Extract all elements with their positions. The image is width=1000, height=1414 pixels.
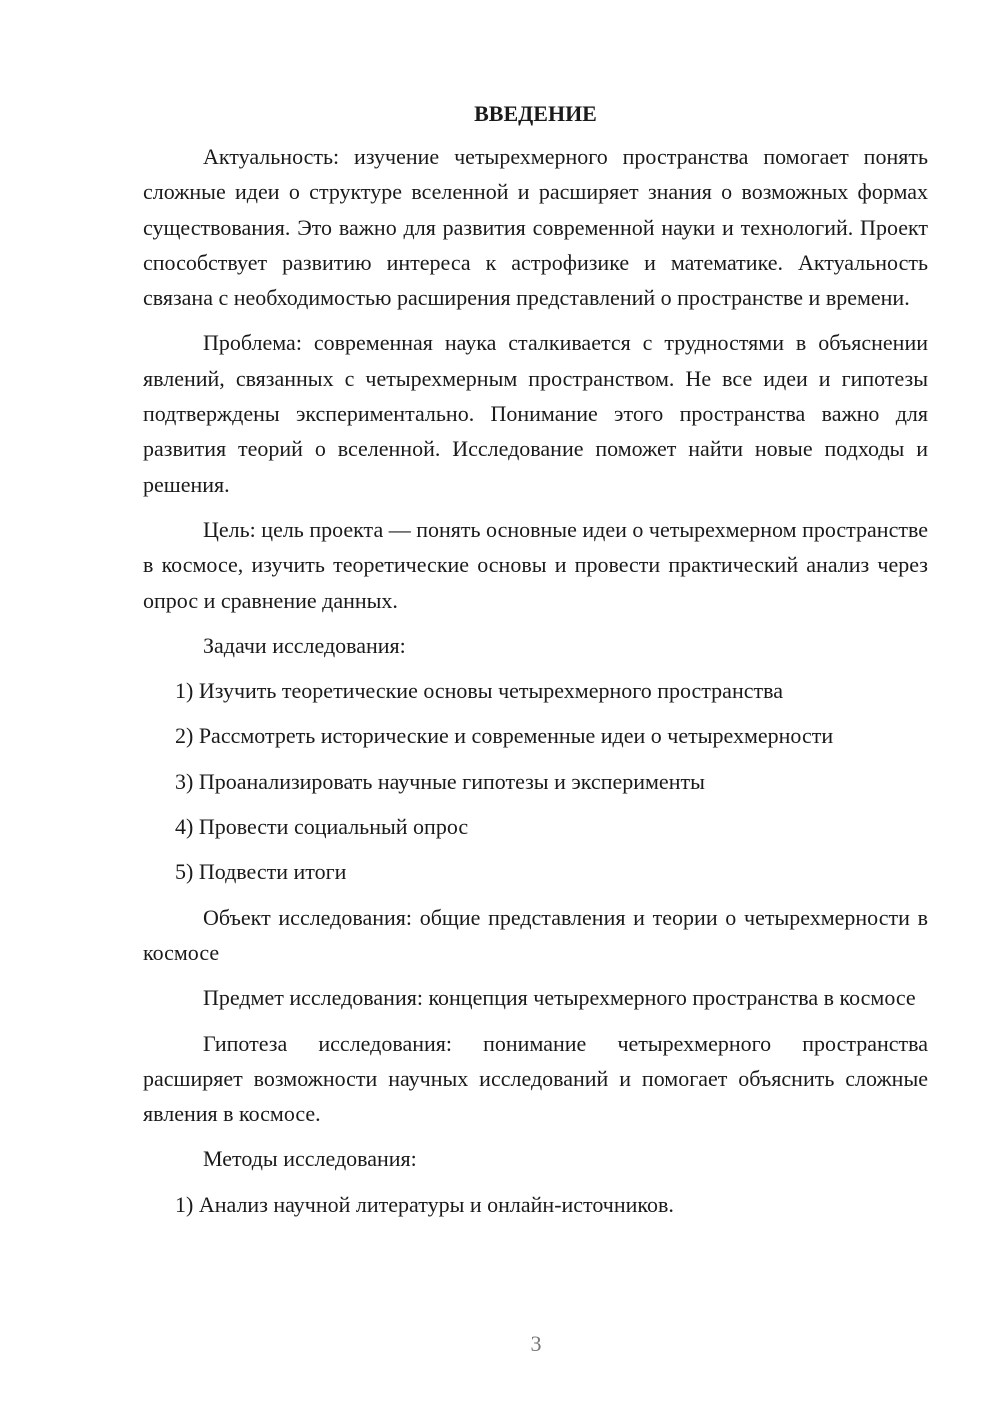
subject-paragraph: Предмет исследования: концепция четырехмерного пространства в космосе <box>203 985 916 1011</box>
task-item-2: 2) Рассмотреть исторические и современные идеи о четырехмерности <box>175 723 834 749</box>
goal-paragraph: Цель: цель проекта — понять основные идеи о четырехмерном пространстве в космосе, изучить теоретические основы и провести практический анализ через опрос и сравнение данных. <box>143 516 928 613</box>
page-title: ВВЕДЕНИЕ <box>474 101 597 126</box>
task-item-4: 4) Провести социальный опрос <box>175 814 469 840</box>
methods-heading: Методы исследования: <box>203 1146 417 1172</box>
method-item-1: 1) Анализ научной литературы и онлайн-источников. <box>175 1191 674 1217</box>
relevance-paragraph: Актуальность: изучение четырехмерного пространства помогает понять сложные идеи о структуре вселенной и расширяет знания о возможных формах существования. Это важно для развития современной науки и технологий. Проект способствует развитию интереса к астрофизике и математике. Актуальность связана с необходимостью расширения представлений о пространстве и времени. <box>143 144 928 311</box>
object-paragraph: Объект исследования: общие представления и теории о четырехмерности в космосе <box>143 904 928 965</box>
task-item-1: 1) Изучить теоретические основы четырехмерного пространства <box>175 678 783 704</box>
document-page <box>143 96 928 1232</box>
problem-paragraph: Проблема: современная наука сталкивается с трудностями в объяснении явлений, связанных с четырехмерным пространством. Не все идеи и гипотезы подтверждены экспериментально. Понимание этого пространства важно для развития теорий о вселенной. Исследование поможет найти новые подходы и решения. <box>143 330 928 497</box>
page-number: 3 <box>530 1331 542 1356</box>
task-item-5: 5) Подвести итоги <box>175 859 347 885</box>
task-item-3: 3) Проанализировать научные гипотезы и эксперименты <box>175 768 705 794</box>
tasks-heading: Задачи исследования: <box>203 632 406 658</box>
hypothesis-paragraph: Гипотеза исследования: понимание четырехмерного пространства расширяет возможности научных исследований и помогает объяснить сложные явления в космосе. <box>143 1030 928 1127</box>
